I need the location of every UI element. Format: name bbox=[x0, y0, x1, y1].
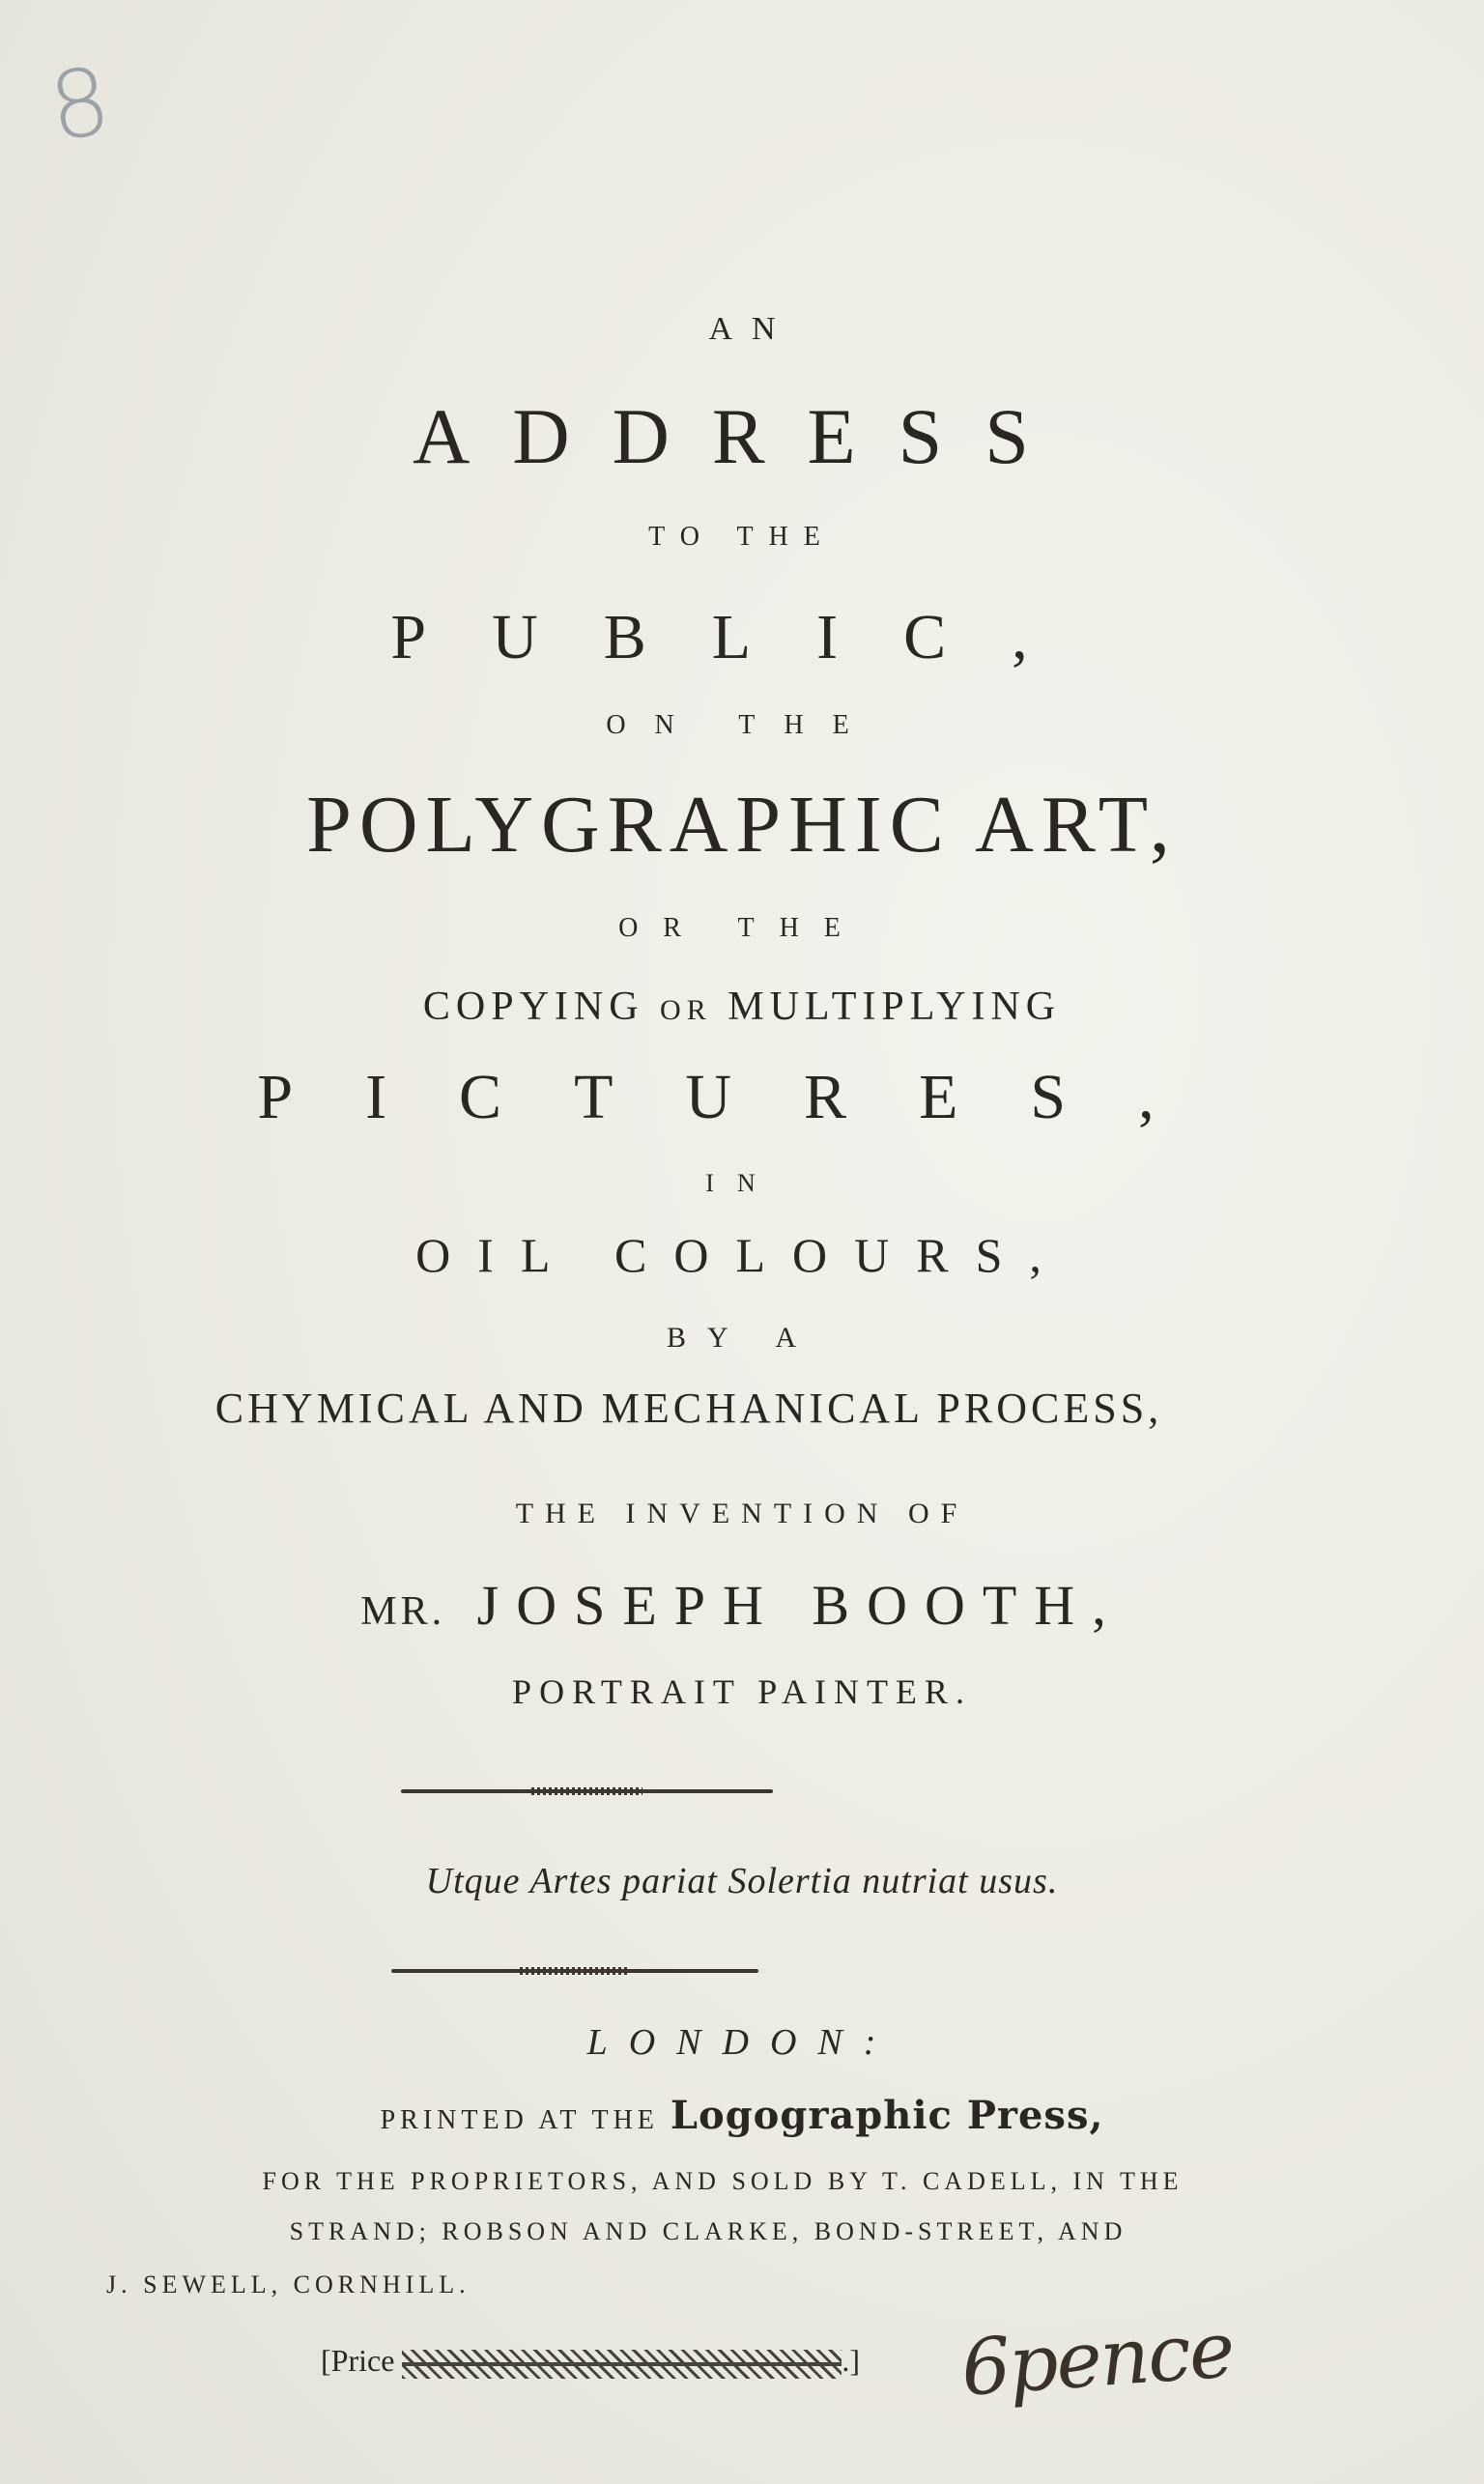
price-line bbox=[321, 2343, 860, 2379]
pencil-number: 8 bbox=[43, 46, 117, 162]
imprint-strand: STRAND; ROBSON AND CLARKE, BOND-STREET, AND bbox=[289, 2217, 1127, 2245]
title-to-the: TO THE bbox=[648, 522, 836, 552]
ornamental-rule-bottom bbox=[391, 1969, 758, 1973]
title-address: ADDRESS bbox=[413, 392, 1071, 480]
struck-out-price bbox=[402, 2350, 842, 2379]
price-open: [Price bbox=[321, 2343, 395, 2378]
imprint-proprietors: FOR THE PROPRIETORS, AND SOLD BY T. CADELL, IN THE bbox=[262, 2167, 1184, 2195]
imprint-printer-line bbox=[0, 2093, 1484, 2138]
price-close: .] bbox=[842, 2343, 861, 2378]
title-oil-colours: OIL COLOURS, bbox=[415, 1228, 1069, 1282]
ornamental-rule-top bbox=[401, 1789, 773, 1793]
title-on-the: ON THE bbox=[606, 710, 878, 740]
title-copying: COPYING bbox=[422, 985, 644, 1029]
imprint-sewell: J. SEWELL, CORNHILL. bbox=[106, 2270, 471, 2298]
title-copying-line bbox=[0, 984, 1484, 1030]
title-an: AN bbox=[708, 311, 795, 347]
title-invention-of: THE INVENTION OF bbox=[515, 1498, 969, 1529]
author-honorific: MR. bbox=[360, 1589, 446, 1634]
author-line bbox=[0, 1573, 1484, 1638]
title-by-a: BY A bbox=[666, 1322, 818, 1354]
title-or-the: OR THE bbox=[618, 913, 866, 943]
title-polygraphic-art: POLYGRAPHIC ART, bbox=[306, 780, 1178, 870]
handwritten-price: 6pence bbox=[958, 2304, 1237, 2413]
title-pictures: PICTURES, bbox=[257, 1062, 1227, 1132]
title-multiplying: MULTIPLYING bbox=[728, 985, 1062, 1029]
author-occupation: PORTRAIT PAINTER. bbox=[512, 1672, 972, 1711]
imprint-printed-at: PRINTED AT THE bbox=[380, 2105, 659, 2135]
title-in: IN bbox=[705, 1169, 779, 1197]
author-name: JOSEPH BOOTH, bbox=[476, 1574, 1124, 1637]
imprint-city: LONDON: bbox=[586, 2022, 898, 2063]
title-chymical-process: CHYMICAL AND MECHANICAL PROCESS, bbox=[214, 1385, 1163, 1432]
title-public: PUBLIC, bbox=[390, 602, 1094, 672]
imprint-press-name: Logographic Press, bbox=[670, 2093, 1104, 2138]
latin-motto: Utque Artes pariat Solertia nutriat usus. bbox=[425, 1861, 1059, 1901]
title-or: OR bbox=[660, 994, 712, 1026]
